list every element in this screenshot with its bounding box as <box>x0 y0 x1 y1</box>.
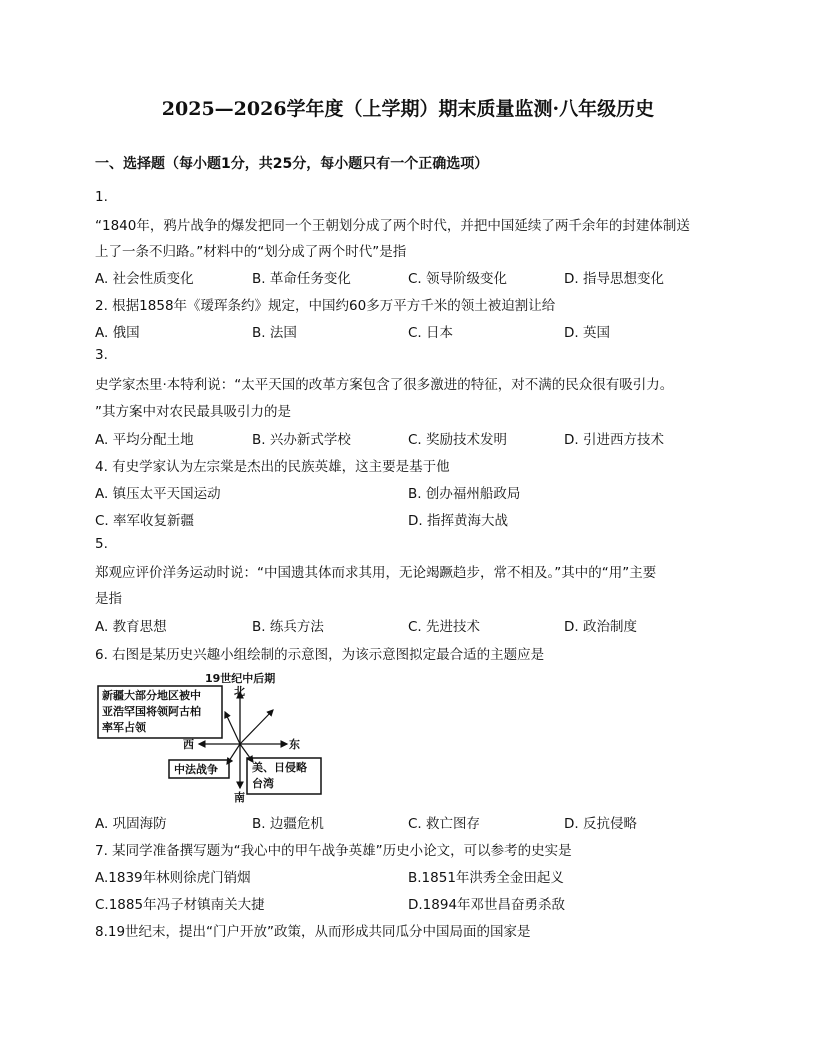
question-3-option-a: A. 平均分配土地 <box>95 432 194 448</box>
question-5-line-2: 是指 <box>95 591 122 607</box>
question-8-stem: 8.19世纪末，提出“门户开放”政策，从而形成共同瓜分中国局面的国家是 <box>95 924 531 940</box>
box-taiwan-line-2: 台湾 <box>252 777 274 790</box>
section-heading-choice: 一、选择题（每小题1分，共25分，每小题只有一个正确选项） <box>95 156 489 172</box>
direction-west: 西 <box>183 738 194 751</box>
page-title: 2025—2026学年度（上学期）期末质量监测·八年级历史 <box>161 98 655 120</box>
question-2-option-b: B. 法国 <box>252 325 297 341</box>
question-6-option-c: C. 救亡图存 <box>408 816 481 832</box>
question-1-option-b: B. 革命任务变化 <box>252 271 351 287</box>
box-taiwan-line-1: 美、日侵略 <box>252 761 307 774</box>
question-3-line-1: 史学家杰里·本特利说：“太平天国的改革方案包含了很多激进的特征，对不满的民众很有吸引力。 <box>95 377 674 393</box>
question-6-option-d: D. 反抗侵略 <box>564 816 637 832</box>
question-4-stem: 4. 有史学家认为左宗棠是杰出的民族英雄，这主要是基于他 <box>95 459 450 475</box>
question-1-number: 1. <box>95 189 108 205</box>
compass-diagram <box>95 670 335 806</box>
box-xinjiang-line-1: 新疆大部分地区被中 <box>102 689 201 702</box>
question-4-option-b: B. 创办福州船政局 <box>408 486 521 502</box>
question-2-stem: 2. 根据1858年《瑷珲条约》规定，中国约60多万平方千米的领土被迫割让给 <box>95 298 556 314</box>
question-1-option-d: D. 指导思想变化 <box>564 271 664 287</box>
question-5-option-d: D. 政治制度 <box>564 619 637 635</box>
question-7-option-c: C.1885年冯子材镇南关大捷 <box>95 897 265 913</box>
box-xinjiang-line-2: 亚浩罕国将领阿古柏 <box>102 705 201 718</box>
question-3-number: 3. <box>95 347 108 363</box>
question-3-line-2: ”其方案中对农民最具吸引力的是 <box>95 404 291 420</box>
question-3-option-b: B. 兴办新式学校 <box>252 432 351 448</box>
question-1-option-a: A. 社会性质变化 <box>95 271 194 287</box>
question-2-option-a: A. 俄国 <box>95 325 140 341</box>
box-sino-french: 中法战争 <box>174 763 218 776</box>
question-4-option-a: A. 镇压太平天国运动 <box>95 486 221 502</box>
question-5-line-1: 郑观应评价洋务运动时说：“中国遗其体而求其用，无论竭蹶趋步，常不相及。”其中的“用”主要 <box>95 565 657 581</box>
question-4-option-d: D. 指挥黄海大战 <box>408 513 508 529</box>
arrow-to-xinjiang <box>225 712 240 744</box>
question-5-number: 5. <box>95 536 108 552</box>
question-6-stem: 6. 右图是某历史兴趣小组绘制的示意图，为该示意图拟定最合适的主题应是 <box>95 647 545 663</box>
arrow-to-sino-french <box>227 744 240 764</box>
question-6-option-b: B. 边疆危机 <box>252 816 324 832</box>
question-7-option-a: A.1839年林则徐虎门销烟 <box>95 870 251 886</box>
question-5-option-a: A. 教育思想 <box>95 619 167 635</box>
box-xinjiang-line-3: 率军占领 <box>102 721 146 734</box>
question-7-option-b: B.1851年洪秀全金田起义 <box>408 870 564 886</box>
direction-north: 北 <box>234 685 245 698</box>
direction-east: 东 <box>289 738 300 751</box>
question-7-option-d: D.1894年邓世昌奋勇杀敌 <box>408 897 566 913</box>
question-4-option-c: C. 率军收复新疆 <box>95 513 195 529</box>
question-2-option-c: C. 日本 <box>408 325 454 341</box>
question-6-option-a: A. 巩固海防 <box>95 816 167 832</box>
question-3-option-c: C. 奖励技术发明 <box>408 432 508 448</box>
question-5-option-b: B. 练兵方法 <box>252 619 324 635</box>
question-1-line-2: 上了一条不归路。”材料中的“划分成了两个时代”是指 <box>95 244 407 260</box>
diagram-top-label: 19世纪中后期 <box>205 672 276 685</box>
question-1-option-c: C. 领导阶级变化 <box>408 271 508 287</box>
question-2-option-d: D. 英国 <box>564 325 610 341</box>
question-1-line-1: “1840年，鸦片战争的爆发把同一个王朝划分成了两个时代，并把中国延续了两千余年的封建体制送 <box>95 218 690 234</box>
question-3-option-d: D. 引进西方技术 <box>564 432 664 448</box>
question-7-stem: 7. 某同学准备撰写题为“我心中的甲午战争英雄”历史小论文，可以参考的史实是 <box>95 843 572 859</box>
direction-south: 南 <box>234 791 245 804</box>
question-5-option-c: C. 先进技术 <box>408 619 481 635</box>
arrow-northeast <box>240 710 273 744</box>
